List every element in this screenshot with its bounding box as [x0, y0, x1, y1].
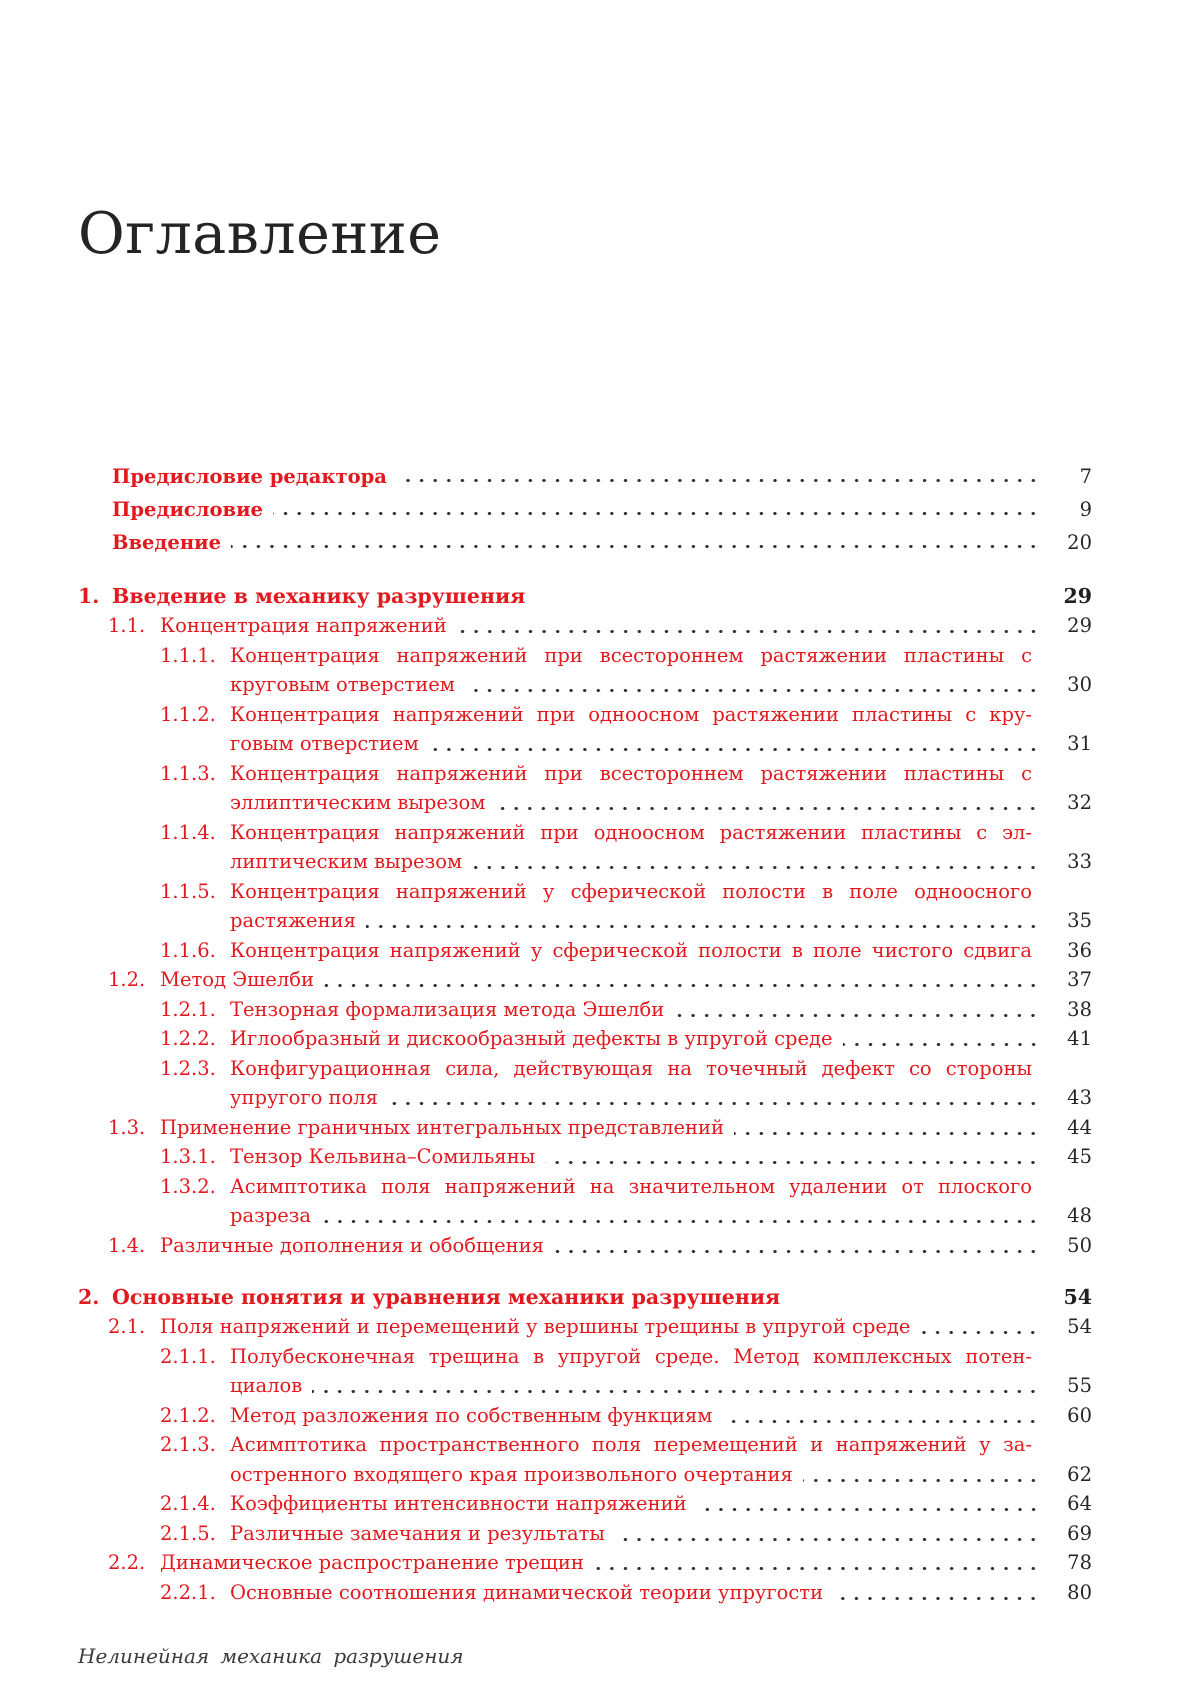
page-number: 32: [1067, 791, 1092, 814]
toc-entry-label: Концентрация напряжений при одноосном растяжении пластины с кру-: [230, 702, 1032, 726]
toc-entry-label-continuation: эллиптическим вырезом: [230, 791, 486, 814]
page-number: 62: [1067, 1462, 1092, 1486]
page-number: 48: [1067, 1204, 1092, 1227]
dot-leader: [397, 460, 1040, 493]
toc-entry-number: 1.1.: [108, 614, 146, 637]
chapter-page-number: 29: [1063, 584, 1092, 608]
footer-running-title: Нелинейная механика разрушения: [78, 1644, 464, 1668]
dot-leader: [554, 1231, 1040, 1261]
page-number: 55: [1067, 1374, 1092, 1397]
page-number: 78: [1067, 1551, 1092, 1574]
toc-entry-subsection-continuation[interactable]: [78, 670, 1092, 700]
page-number: 29: [1067, 614, 1092, 637]
page-number: 54: [1067, 1315, 1092, 1338]
toc-entry-subsection-continuation[interactable]: [78, 906, 1092, 936]
toc-entry-subsection[interactable]: [78, 1430, 1092, 1460]
toc-entry-chapter[interactable]: [78, 1282, 1092, 1312]
toc-entry-label: Основные понятия и уравнения механики разрушения: [112, 1285, 781, 1309]
toc-entry-subsection[interactable]: [78, 995, 1092, 1025]
toc-entry-number: 2.1.5.: [160, 1521, 216, 1545]
page-number: 37: [1067, 968, 1092, 991]
dot-leader: [231, 526, 1040, 559]
toc-entry-subsection[interactable]: [78, 641, 1092, 671]
toc-entry-subsection-continuation[interactable]: [78, 1460, 1092, 1490]
dot-leader: [273, 493, 1040, 526]
dot-leader: [388, 1083, 1040, 1113]
toc-entry-subsection[interactable]: [78, 1024, 1092, 1054]
page-number: 44: [1067, 1115, 1092, 1139]
toc-entry-subsection[interactable]: [78, 877, 1092, 907]
toc-entry-section[interactable]: [78, 965, 1092, 995]
toc-entry-number: 1.2.2.: [160, 1027, 216, 1050]
page-number: 20: [1067, 531, 1092, 554]
dot-leader: [734, 1113, 1040, 1143]
toc-entry-label: Асимптотика пространственного поля перемещений и напряжений у за-: [230, 1433, 1032, 1456]
toc-entry-number: 2.: [78, 1285, 100, 1309]
toc-entry-label: Концентрация напряжений: [160, 614, 447, 637]
toc-entry-label-continuation: разреза: [230, 1204, 312, 1227]
page-number: 43: [1067, 1086, 1092, 1109]
toc-entry-subsection[interactable]: [78, 1172, 1092, 1202]
dot-leader: [697, 1489, 1040, 1519]
toc-entry-number: 1.1.4.: [160, 820, 216, 844]
toc-entry-frontmatter[interactable]: [78, 460, 1092, 493]
page-number: 36: [1067, 938, 1092, 962]
toc-entry-section[interactable]: [78, 1231, 1092, 1261]
dot-leader: [674, 995, 1040, 1025]
page-number: 9: [1079, 498, 1092, 521]
toc-entry-label-continuation: липтическим вырезом: [230, 850, 463, 873]
toc-entry-number: 2.2.: [108, 1551, 146, 1574]
toc-entry-number: 1.1.6.: [160, 938, 216, 962]
toc-entry-subsection[interactable]: [78, 1401, 1092, 1431]
toc-entry-chapter[interactable]: [78, 581, 1092, 611]
toc-entry-label: Введение: [112, 531, 221, 554]
dot-leader: [722, 1401, 1040, 1431]
page-title: Оглавление: [78, 201, 442, 267]
toc-entry-label-continuation: говым отверстием: [230, 732, 419, 755]
toc-entry-label: Асимптотика поля напряжений на значительном удалении от плоского: [230, 1174, 1032, 1198]
toc-entry-label: Метод разложения по собственным функциям: [230, 1403, 713, 1427]
toc-entry-subsection[interactable]: [78, 1519, 1092, 1549]
dot-leader: [495, 788, 1040, 818]
dot-leader: [833, 1578, 1040, 1608]
toc-entry-label-continuation: циалов: [230, 1374, 303, 1397]
toc-entry-label-continuation: растяжения: [230, 909, 356, 932]
toc-entry-number: 1.1.3.: [160, 761, 216, 785]
toc-entry-label: Полубесконечная трещина в упругой среде. Метод комплексных потен-: [230, 1344, 1032, 1368]
toc-entry-number: 1.2.: [108, 968, 146, 991]
toc-entry-number: 1.3.2.: [160, 1174, 216, 1198]
dot-leader: [615, 1519, 1040, 1549]
toc-entry-subsection-continuation[interactable]: [78, 1371, 1092, 1401]
toc-entry-label-continuation: остренного входящего края произвольного очертания: [230, 1462, 793, 1486]
dot-leader: [429, 729, 1040, 759]
toc-entry-section[interactable]: [78, 1312, 1092, 1342]
dot-leader: [465, 670, 1040, 700]
toc-entry-number: 1.2.3.: [160, 1056, 216, 1080]
page-number: 69: [1067, 1521, 1092, 1545]
toc-entry-label: Различные замечания и результаты: [230, 1521, 605, 1545]
toc-entry-number: 1.3.: [108, 1115, 146, 1139]
toc-entry-subsection[interactable]: [78, 1054, 1092, 1084]
dot-leader: [457, 611, 1040, 641]
dot-leader: [803, 1460, 1040, 1490]
toc-entry-label: Тензорная формализация метода Эшелби: [230, 997, 665, 1021]
toc-entry-subsection-continuation[interactable]: [78, 788, 1092, 818]
toc-entry-label: Метод Эшелби: [160, 968, 314, 991]
dot-leader: [594, 1548, 1040, 1578]
toc-entry-label-continuation: круговым отверстием: [230, 673, 455, 696]
toc-entry-subsection-continuation[interactable]: [78, 729, 1092, 759]
dot-leader: [472, 847, 1040, 877]
toc-entry-label: Предисловие редактора: [112, 465, 387, 488]
content-column: [78, 0, 1092, 1669]
dot-leader: [321, 1201, 1040, 1231]
toc-entry-label: Коэффициенты интенсивности напряжений: [230, 1492, 687, 1515]
toc-entry-subsection[interactable]: [78, 700, 1092, 730]
chapter-page-number: 54: [1063, 1285, 1092, 1309]
toc-entry-label: Концентрация напряжений при одноосном растяжении пластины с эл-: [230, 820, 1032, 844]
page-number: 31: [1067, 732, 1092, 755]
toc-entry-label: Различные дополнения и обобщения: [160, 1233, 544, 1257]
toc-entry-label: Применение граничных интегральных представлений: [160, 1115, 725, 1139]
toc-entry-subsection[interactable]: [78, 1342, 1092, 1372]
page-number: 41: [1067, 1027, 1092, 1050]
dot-leader: [324, 965, 1040, 995]
toc-entry-label: Предисловие: [112, 498, 263, 521]
toc-entry-label: Введение в механику разрушения: [112, 584, 526, 608]
toc-entry-label: Концентрация напряжений при всестороннем растяжении пластины с: [230, 761, 1032, 785]
toc-entry-label-continuation: упругого поля: [230, 1086, 378, 1109]
toc-entry-label: Поля напряжений и перемещений у вершины трещины в упругой среде: [160, 1315, 911, 1338]
page-number: 80: [1067, 1580, 1092, 1604]
toc-entry-subsection[interactable]: [78, 818, 1092, 848]
toc-entry-section[interactable]: [78, 611, 1092, 641]
toc-entry-number: 2.1.: [108, 1315, 146, 1338]
toc-entry-frontmatter[interactable]: [78, 526, 1092, 559]
toc-entry-label: Конфигурационная сила, действующая на точечный дефект со стороны: [230, 1056, 1032, 1080]
toc-entry-number: 2.1.2.: [160, 1403, 216, 1427]
page-number: 45: [1067, 1145, 1092, 1168]
dot-leader: [366, 906, 1040, 936]
toc-entry-label: Концентрация напряжений у сферической полости в поле одноосного: [230, 879, 1032, 903]
toc-entry-label: Динамическое распространение трещин: [160, 1551, 584, 1574]
toc-entry-section[interactable]: [78, 1113, 1092, 1143]
toc-entry-label: Тензор Кельвина–Сомильяны: [230, 1145, 536, 1168]
toc-entry-number: 1.: [78, 584, 100, 608]
table-of-contents: [78, 460, 1092, 1607]
toc-entry-number: 1.1.5.: [160, 879, 216, 903]
toc-entry-number: 1.1.1.: [160, 643, 216, 667]
toc-entry-subsection[interactable]: [78, 759, 1092, 789]
toc-entry-number: 1.4.: [108, 1233, 146, 1257]
toc-entry-subsection[interactable]: [78, 1578, 1092, 1608]
toc-entry-label: Концентрация напряжений у сферической полости в поле чистого сдвига: [230, 938, 1032, 962]
page-number: 30: [1067, 673, 1092, 696]
page-number: 60: [1067, 1403, 1092, 1427]
toc-entry-number: 1.1.2.: [160, 702, 216, 726]
dot-leader: [920, 1312, 1040, 1342]
page-number: 38: [1067, 997, 1092, 1021]
toc-entry-frontmatter[interactable]: [78, 493, 1092, 526]
page-number: 35: [1067, 909, 1092, 932]
toc-entry-subsection-continuation[interactable]: [78, 847, 1092, 877]
dot-leader: [312, 1371, 1040, 1401]
toc-entry-label: Иглообразный и дискообразный дефекты в упругой среде: [230, 1027, 833, 1050]
toc-entry-subsection-continuation[interactable]: [78, 1083, 1092, 1113]
page-number: 33: [1067, 850, 1092, 873]
toc-entry-number: 1.2.1.: [160, 997, 216, 1021]
dot-leader: [843, 1024, 1040, 1054]
toc-entry-number: 2.2.1.: [160, 1580, 216, 1604]
page-number: 50: [1067, 1233, 1092, 1257]
toc-entry-subsection[interactable]: [78, 1142, 1092, 1172]
toc-entry-subsection-continuation[interactable]: [78, 1201, 1092, 1231]
toc-entry-subsection[interactable]: [78, 936, 1092, 966]
toc-entry-number: 2.1.4.: [160, 1492, 216, 1515]
toc-entry-subsection[interactable]: [78, 1489, 1092, 1519]
toc-entry-label: Основные соотношения динамической теории упругости: [230, 1580, 824, 1604]
toc-entry-number: 1.3.1.: [160, 1145, 216, 1168]
page-number: 7: [1079, 465, 1092, 488]
toc-entry-label: Концентрация напряжений при всестороннем растяжении пластины с: [230, 643, 1032, 667]
page-number: 64: [1067, 1492, 1092, 1515]
toc-entry-number: 2.1.1.: [160, 1344, 216, 1368]
toc-entry-section[interactable]: [78, 1548, 1092, 1578]
dot-leader: [545, 1142, 1040, 1172]
toc-entry-number: 2.1.3.: [160, 1433, 216, 1456]
